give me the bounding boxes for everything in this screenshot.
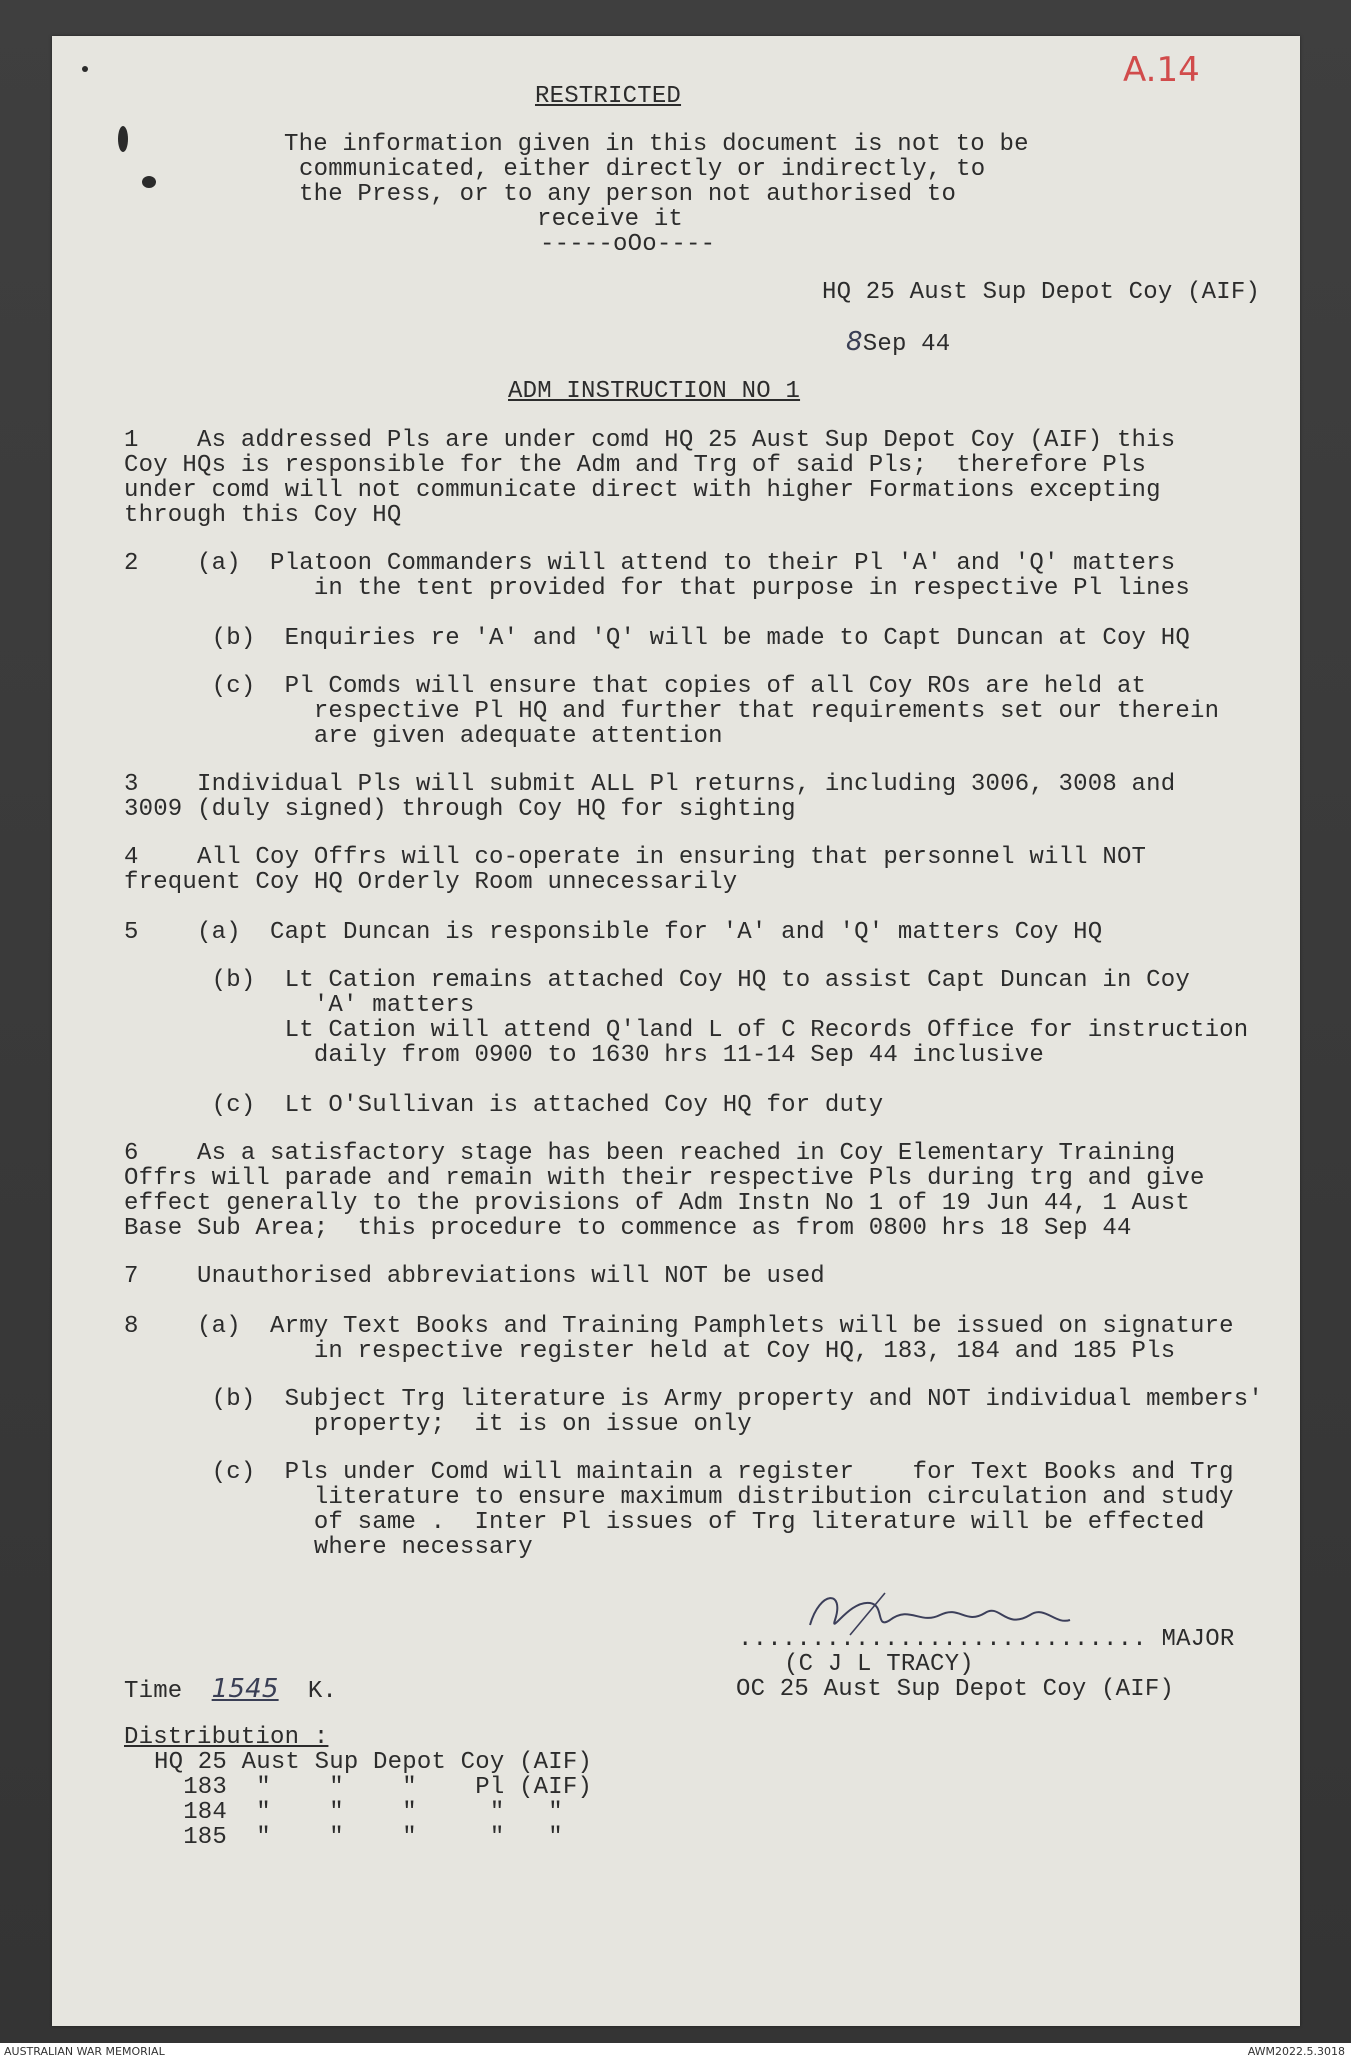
time-handwritten: 1545 — [211, 1674, 279, 1704]
para-6-line: Offrs will parade and remain with their respective Pls during trg and give — [124, 1165, 1205, 1192]
para-5b-line: (b) Lt Cation remains attached Coy HQ to assist Capt Duncan in Coy — [124, 967, 1190, 994]
archive-footer — [0, 2043, 1351, 2061]
para-1-line: through this Coy HQ — [124, 502, 402, 529]
date-day-handwritten: 8 — [846, 327, 863, 357]
para-2c-line: are given adequate attention — [124, 723, 723, 750]
para-8c-line: literature to ensure maximum distribution circulation and study — [124, 1484, 1234, 1511]
para-5b-line: daily from 0900 to 1630 hrs 11-14 Sep 44 inclusive — [124, 1042, 1044, 1069]
unit-heading: HQ 25 Aust Sup Depot Coy (AIF) — [822, 279, 1261, 306]
archive-ref-code: A.14 — [1123, 50, 1200, 90]
para-2c-line: (c) Pl Comds will ensure that copies of all Coy ROs are held at — [124, 673, 1147, 700]
para-8c-line: (c) Pls under Comd will maintain a register for Text Books and Trg — [124, 1459, 1234, 1486]
distribution-line: 183 " " " Pl (AIF) — [154, 1774, 593, 1801]
para-1-line: Coy HQs is responsible for the Adm and Trg of said Pls; therefore Pls — [124, 452, 1147, 479]
para-2a-line: in the tent provided for that purpose in respective Pl lines — [124, 575, 1190, 602]
para-2a-line: 2 (a) Platoon Commanders will attend to their Pl 'A' and 'Q' matters — [124, 550, 1176, 577]
para-3-line: 3009 (duly signed) through Coy HQ for sighting — [124, 796, 796, 823]
time-stamp — [124, 1674, 338, 1705]
para-1-line: under comd will not communicate direct with higher Formations excepting — [124, 477, 1161, 504]
signatory-position: OC 25 Aust Sup Depot Coy (AIF) — [736, 1676, 1175, 1703]
para-5b-line: 'A' matters — [124, 992, 475, 1019]
distribution-line: HQ 25 Aust Sup Depot Coy (AIF) — [154, 1749, 593, 1776]
notice-line-3: the Press, or to any person not authorised to — [299, 181, 957, 208]
distribution-line: 184 " " " " " — [154, 1799, 563, 1826]
footer-institution: AUSTRALIAN WAR MEMORIAL — [4, 2045, 165, 2058]
footer-accession-number: AWM2022.5.3018 — [1247, 2045, 1345, 2058]
para-8c-line: where necessary — [124, 1534, 533, 1561]
para-8b-line: property; it is on issue only — [124, 1411, 752, 1438]
date-month-year: Sep 44 — [862, 331, 951, 358]
para-4-line: frequent Coy HQ Orderly Room unnecessarily — [124, 869, 738, 896]
para-2c-line: respective Pl HQ and further that requirements set our therein — [124, 698, 1220, 725]
notice-line-4: receive it — [537, 206, 684, 233]
punch-hole-mark — [118, 126, 128, 152]
document-date — [846, 327, 951, 358]
para-5a-line: 5 (a) Capt Duncan is responsible for 'A' and 'Q' matters Coy HQ — [124, 919, 1103, 946]
para-8c-line: of same . Inter Pl issues of Trg literature will be effected — [124, 1509, 1205, 1536]
para-5b-line: Lt Cation will attend Q'land L of C Records Office for instruction — [124, 1017, 1249, 1044]
distribution-label: Distribution : — [124, 1724, 329, 1751]
notice-line-1: The information given in this document is not to be — [284, 131, 1029, 158]
signature-dots-rank: ............................ MAJOR — [738, 1626, 1235, 1653]
punch-hole-mark — [142, 176, 156, 188]
para-2b-line: (b) Enquiries re 'A' and 'Q' will be made to Capt Duncan at Coy HQ — [124, 625, 1190, 652]
notice-line-2: communicated, either directly or indirectly, to — [299, 156, 986, 183]
para-7-line: 7 Unauthorised abbreviations will NOT be used — [124, 1263, 825, 1290]
para-8a-line: in respective register held at Coy HQ, 183, 184 and 185 Pls — [124, 1338, 1176, 1365]
notice-separator: -----oOo---- — [540, 231, 716, 258]
distribution-line: 185 " " " " " — [154, 1824, 563, 1851]
para-3-line: 3 Individual Pls will submit ALL Pl returns, including 3006, 3008 and — [124, 771, 1176, 798]
para-4-line: 4 All Coy Offrs will co-operate in ensuring that personnel will NOT — [124, 844, 1147, 871]
para-8a-line: 8 (a) Army Text Books and Training Pamphlets will be issued on signature — [124, 1313, 1234, 1340]
para-6-line: 6 As a satisfactory stage has been reached in Coy Elementary Training — [124, 1140, 1176, 1167]
punch-hole-mark — [82, 66, 88, 72]
para-6-line: Base Sub Area; this procedure to commence as from 0800 hrs 18 Sep 44 — [124, 1215, 1132, 1242]
signatory-name: (C J L TRACY) — [784, 1651, 974, 1678]
para-6-line: effect generally to the provisions of Adm Instn No 1 of 19 Jun 44, 1 Aust — [124, 1190, 1190, 1217]
para-8b-line: (b) Subject Trg literature is Army property and NOT individual members' — [124, 1386, 1263, 1413]
document-title: ADM INSTRUCTION NO 1 — [508, 378, 801, 405]
para-1-line: 1 As addressed Pls are under comd HQ 25 Aust Sup Depot Coy (AIF) this — [124, 427, 1176, 454]
time-suffix: K. — [307, 1678, 338, 1705]
para-5c-line: (c) Lt O'Sullivan is attached Coy HQ for duty — [124, 1092, 884, 1119]
restricted-heading: RESTRICTED — [535, 83, 682, 110]
time-label: Time — [124, 1678, 183, 1705]
